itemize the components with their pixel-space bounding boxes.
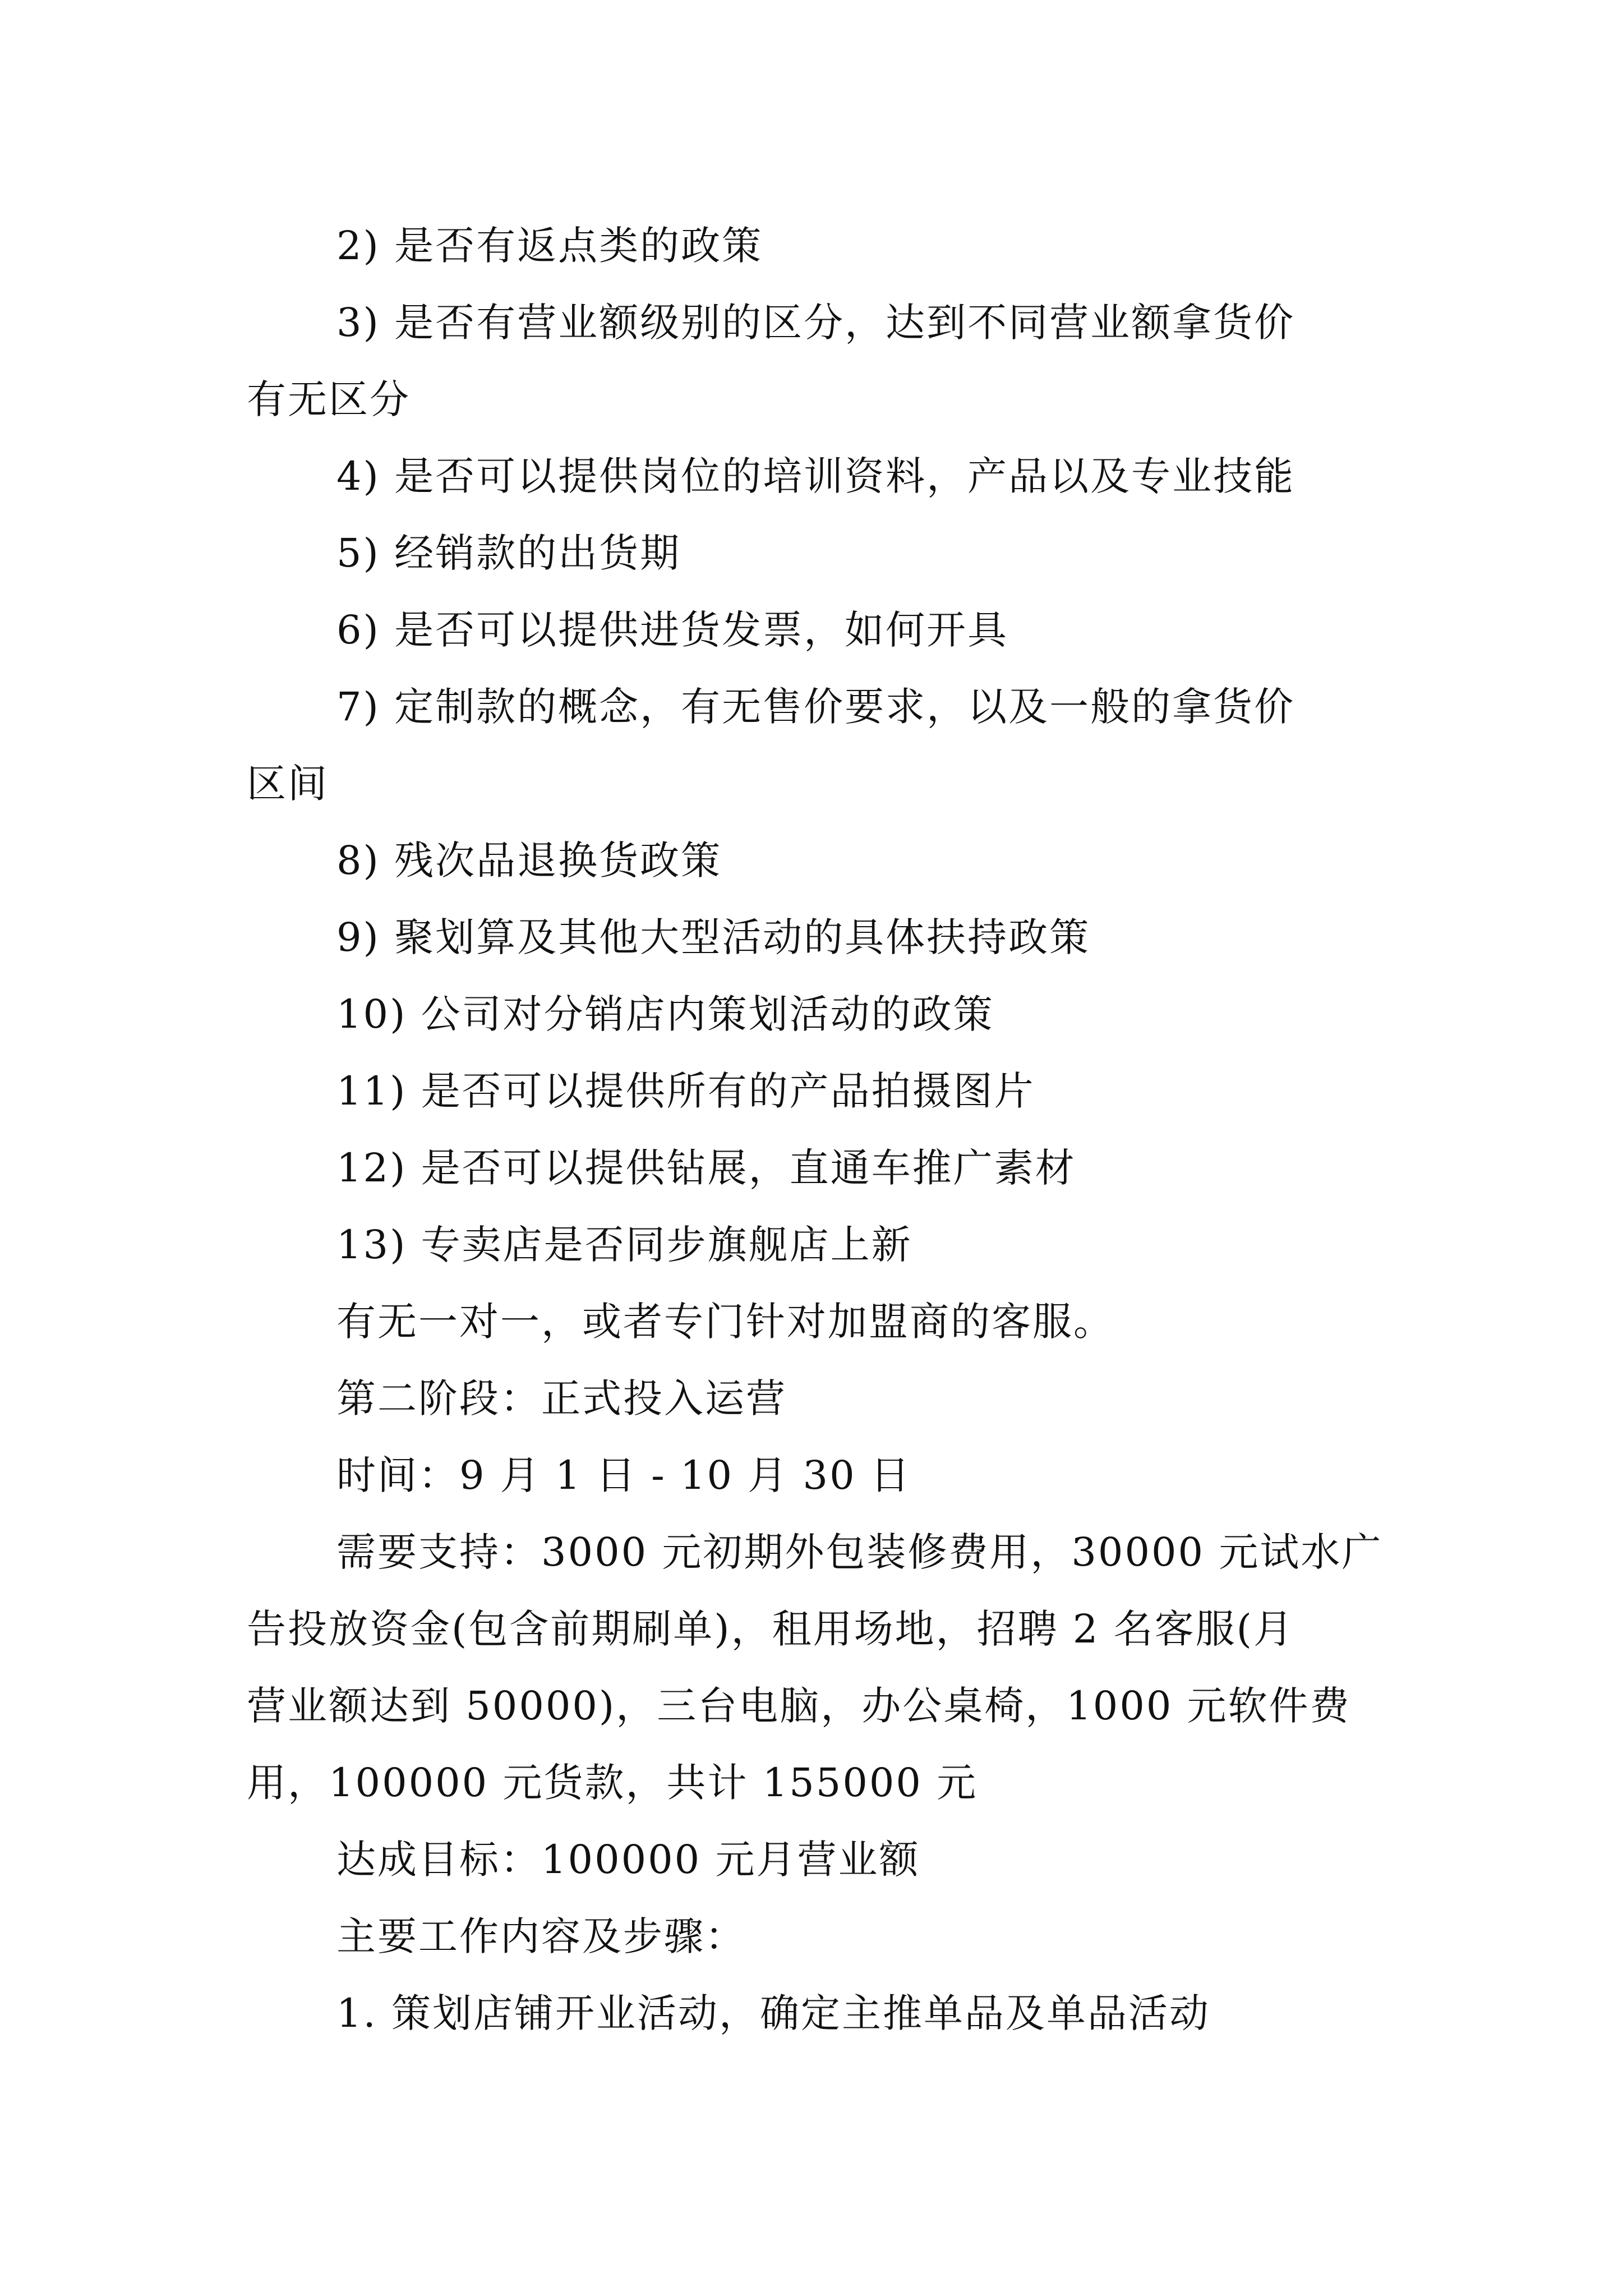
policy-item-12: 12) 是否可以提供钻展，直通车推广素材	[336, 1145, 1076, 1191]
policy-item-9: 9) 聚划算及其他大型活动的具体扶持政策	[336, 914, 1091, 960]
policy-item-7: 7) 定制款的概念，有无售价要求，以及一般的拿货价	[336, 684, 1295, 730]
policy-item-5: 5) 经销款的出货期	[336, 530, 681, 576]
support-needed-continued-2: 营业额达到 50000)，三台电脑，办公桌椅，1000 元软件费	[247, 1683, 1351, 1729]
support-needed-continued-3: 用，100000 元货款，共计 155000 元	[247, 1760, 978, 1806]
customer-service-note: 有无一对一，或者专门针对加盟商的客服。	[336, 1299, 1114, 1345]
policy-item-3-continued: 有无区分	[247, 376, 411, 422]
policy-item-10: 10) 公司对分销店内策划活动的政策	[336, 991, 994, 1037]
work-step-1: 1. 策划店铺开业活动，确定主推单品及单品活动	[336, 1990, 1211, 2036]
policy-item-6: 6) 是否可以提供进货发票，如何开具	[336, 607, 1009, 653]
policy-item-8: 8) 残次品退换货政策	[336, 838, 722, 884]
target-goal: 达成目标：100000 元月营业额	[336, 1837, 920, 1883]
support-needed-continued-1: 告投放资金(包含前期刷单)，租用场地，招聘 2 名客服(月	[247, 1606, 1294, 1652]
support-needed: 需要支持：3000 元初期外包装修费用，30000 元试水广	[336, 1529, 1383, 1575]
policy-item-2: 2) 是否有返点类的政策	[336, 223, 763, 269]
policy-item-11: 11) 是否可以提供所有的产品拍摄图片	[336, 1068, 1035, 1114]
policy-item-4: 4) 是否可以提供岗位的培训资料，产品以及专业技能	[336, 453, 1295, 499]
policy-item-3: 3) 是否有营业额级别的区分，达到不同营业额拿货价	[336, 300, 1295, 346]
section-heading-stage-two: 第二阶段：正式投入运营	[336, 1375, 787, 1421]
main-work-heading: 主要工作内容及步骤：	[336, 1913, 746, 1959]
document-body	[247, 208, 1391, 2052]
policy-item-7-continued: 区间	[247, 761, 329, 807]
policy-item-13: 13) 专卖店是否同步旗舰店上新	[336, 1222, 912, 1268]
stage-time: 时间：9 月 1 日 - 10 月 30 日	[336, 1452, 911, 1498]
